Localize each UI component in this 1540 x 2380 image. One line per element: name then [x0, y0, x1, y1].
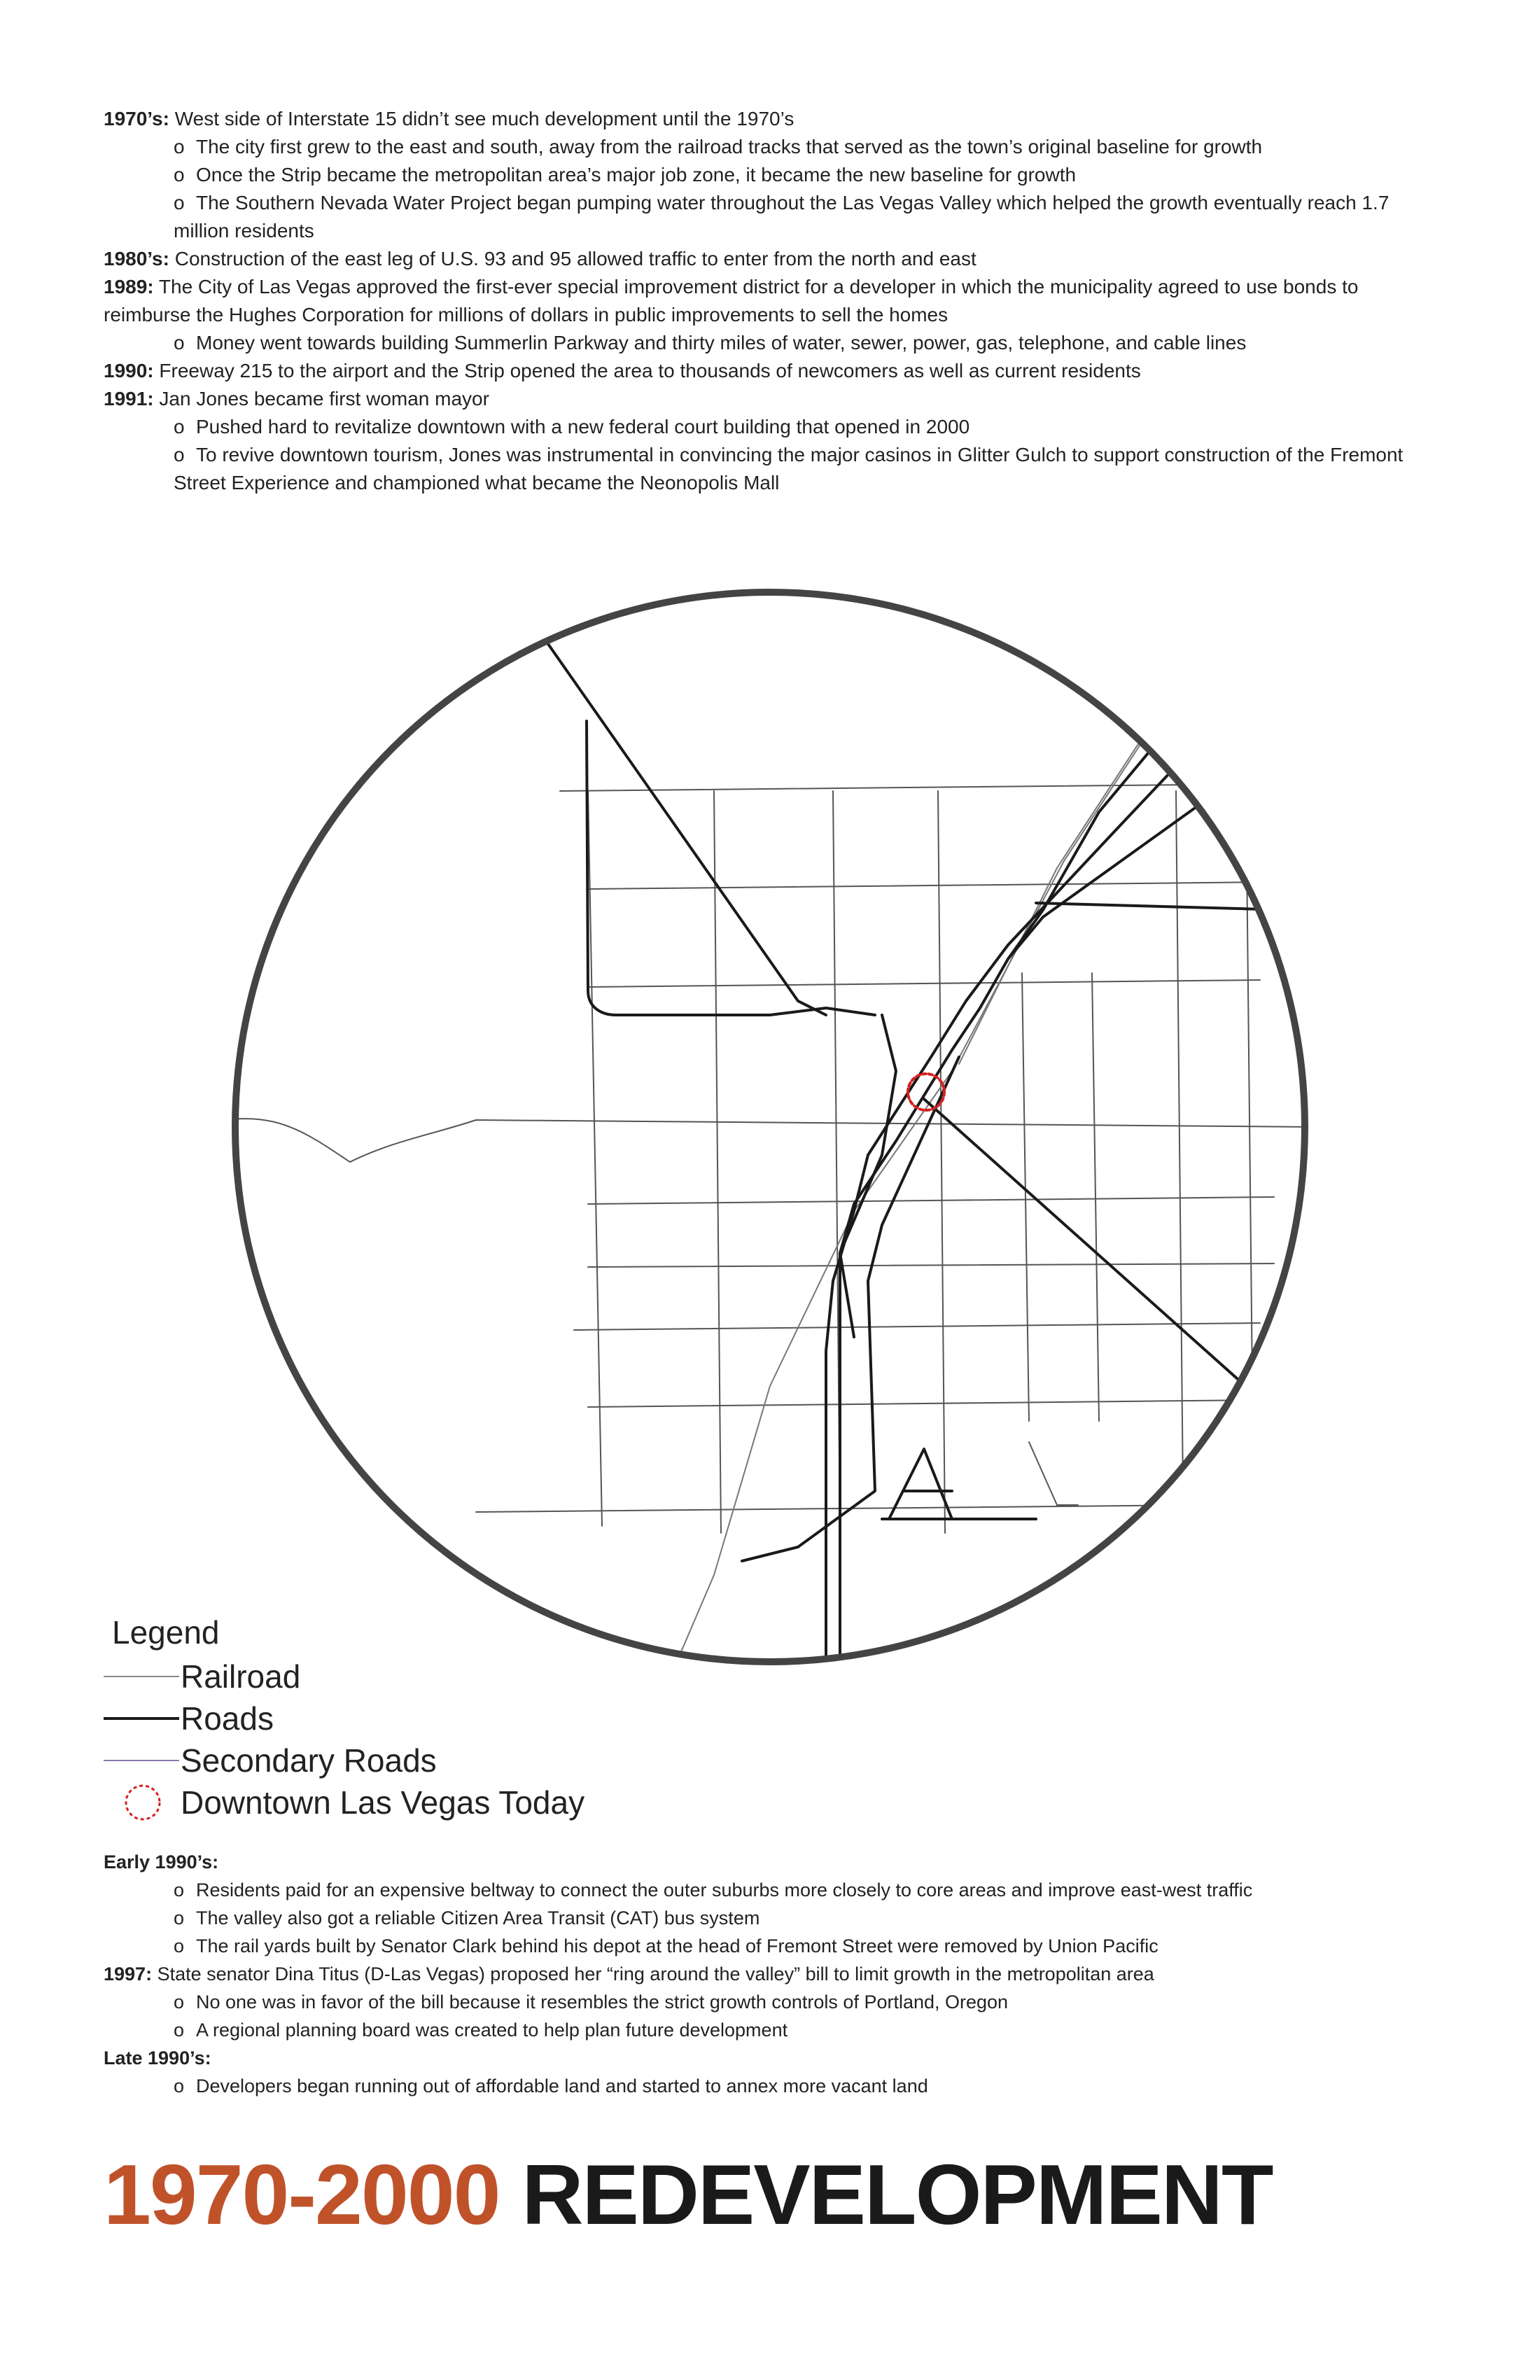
- timeline-text: West side of Interstate 15 didn’t see much development until the 1970’s: [174, 108, 794, 130]
- legend-label-downtown: Downtown Las Vegas Today: [181, 1784, 585, 1821]
- timeline-year: 1997:: [104, 1963, 153, 1984]
- timeline-subitem-text: The Southern Nevada Water Project began pumping water throughout the Las Vegas Valley which helped the growth eventually reach 1.7 million residents: [174, 192, 1390, 241]
- timeline-text: Jan Jones became first woman mayor: [159, 388, 489, 410]
- legend-title: Legend: [112, 1614, 220, 1651]
- timeline-subitem: [104, 161, 1434, 189]
- timeline-subitem-text: Residents paid for an expensive beltway to connect the outer suburbs more closely to core areas and improve east-west traffic: [196, 1879, 1253, 1900]
- bullet-icon: o: [174, 192, 185, 214]
- bullet-icon: o: [174, 1935, 185, 1956]
- timeline-text: Construction of the east leg of U.S. 93 and 95 allowed traffic to enter from the north and east: [174, 248, 976, 270]
- timeline-subitem: [104, 2016, 1434, 2044]
- timeline-entry: [104, 105, 1434, 133]
- timeline-year: 1980’s:: [104, 248, 169, 270]
- timeline-entry: [104, 385, 1434, 413]
- bullet-icon: o: [174, 164, 185, 186]
- bullet-icon: o: [174, 444, 185, 465]
- timeline-subitem-text: The city first grew to the east and south, away from the railroad tracks that served as the town’s original baseline for growth: [196, 136, 1263, 158]
- downtown-marker-icon: [104, 1782, 181, 1823]
- timeline-subitem-text: Pushed hard to revitalize downtown with a new federal court building that opened in 2000: [196, 416, 970, 438]
- timeline-subitem-text: The rail yards built by Senator Clark behind his depot at the head of Fremont Street were removed by Union Pacific: [196, 1935, 1158, 1956]
- timeline-year: Early 1990’s:: [104, 1851, 219, 1872]
- timeline-subitem-text: To revive downtown tourism, Jones was instrumental in convincing the major casinos in Glitter Gulch to support construction of the Fremont Street Experience and championed what became the Neonopolis Mall: [174, 444, 1404, 493]
- timeline-subitem-text: A regional planning board was created to help plan future development: [196, 2019, 788, 2040]
- bullet-icon: o: [174, 416, 185, 438]
- legend-item-railroad: [104, 1656, 664, 1698]
- timeline-year: 1970’s:: [104, 108, 169, 130]
- timeline-subitem-text: Money went towards building Summerlin Parkway and thirty miles of water, sewer, power, gas, telephone, and cable lines: [196, 332, 1247, 354]
- timeline-year: Late 1990’s:: [104, 2047, 211, 2068]
- map-legend: [104, 1614, 664, 1823]
- roads-swatch-icon: [104, 1698, 181, 1740]
- timeline-subitem: [104, 1876, 1434, 1904]
- timeline-subitem: [104, 2072, 1434, 2100]
- timeline-subitem-text: Once the Strip became the metropolitan area’s major job zone, it became the new baseline for growth: [196, 164, 1077, 186]
- map-svg: [224, 581, 1316, 1673]
- timeline-subitem: [104, 329, 1434, 357]
- timeline-subitem: [104, 441, 1434, 497]
- timeline-subitem: [104, 1932, 1434, 1960]
- legend-item-roads: [104, 1698, 664, 1740]
- title-years: 1970-2000: [104, 2147, 500, 2242]
- timeline-subitem: [104, 133, 1434, 161]
- main-roads: [504, 581, 1316, 1673]
- top-timeline: [104, 105, 1434, 497]
- timeline-text: The City of Las Vegas approved the first-ever special improvement district for a developer in which the municipality agreed to use bonds to reimburse the Hughes Corporation for millions of dollars in public improvements to sell the homes: [104, 276, 1359, 326]
- map-boundary-circle: [235, 592, 1305, 1662]
- bullet-icon: o: [174, 2076, 185, 2096]
- timeline-entry: [104, 357, 1434, 385]
- page-title: [104, 2146, 1272, 2244]
- legend-item-secondary-roads: [104, 1740, 664, 1782]
- bullet-icon: o: [174, 1879, 185, 1900]
- title-main: REDEVELOPMENT: [522, 2147, 1273, 2242]
- timeline-subitem: [104, 1988, 1434, 2016]
- bottom-timeline: [104, 1848, 1434, 2100]
- timeline-subitem-text: Developers began running out of affordable land and started to annex more vacant land: [196, 2076, 928, 2096]
- timeline-year: 1991:: [104, 388, 154, 410]
- legend-label-secondary-roads: Secondary Roads: [181, 1742, 437, 1779]
- timeline-subitem: [104, 413, 1434, 441]
- timeline-entry: [104, 273, 1434, 329]
- railroad: [672, 658, 1197, 1673]
- legend-label-roads: Roads: [181, 1700, 274, 1737]
- timeline-text: State senator Dina Titus (D-Las Vegas) proposed her “ring around the valley” bill to limit growth in the metropolitan area: [157, 1963, 1154, 1984]
- bullet-icon: o: [174, 1991, 185, 2012]
- las-vegas-map: [224, 581, 1316, 1673]
- timeline-year: 1990:: [104, 360, 154, 382]
- bullet-icon: o: [174, 332, 185, 354]
- timeline-entry: [104, 1960, 1434, 1988]
- legend-item-downtown: [104, 1782, 664, 1823]
- timeline-subitem-text: No one was in favor of the bill because it resembles the strict growth controls of Portland, Oregon: [196, 1991, 1009, 2012]
- timeline-subitem: [104, 1904, 1434, 1932]
- timeline-subitem-text: The valley also got a reliable Citizen Area Transit (CAT) bus system: [196, 1907, 760, 1928]
- secondary-roads: [224, 784, 1316, 1533]
- secondary-roads-swatch-icon: [104, 1740, 181, 1782]
- bullet-icon: o: [174, 2019, 185, 2040]
- timeline-entry: [104, 1848, 1434, 1876]
- timeline-text: Freeway 215 to the airport and the Strip opened the area to thousands of newcomers as well as current residents: [159, 360, 1141, 382]
- bullet-icon: o: [174, 1907, 185, 1928]
- timeline-entry: [104, 245, 1434, 273]
- railroad-swatch-icon: [104, 1656, 181, 1698]
- timeline-subitem: [104, 189, 1434, 245]
- timeline-year: 1989:: [104, 276, 154, 298]
- timeline-entry: [104, 2044, 1434, 2072]
- legend-label-railroad: Railroad: [181, 1658, 301, 1695]
- bullet-icon: o: [174, 136, 185, 158]
